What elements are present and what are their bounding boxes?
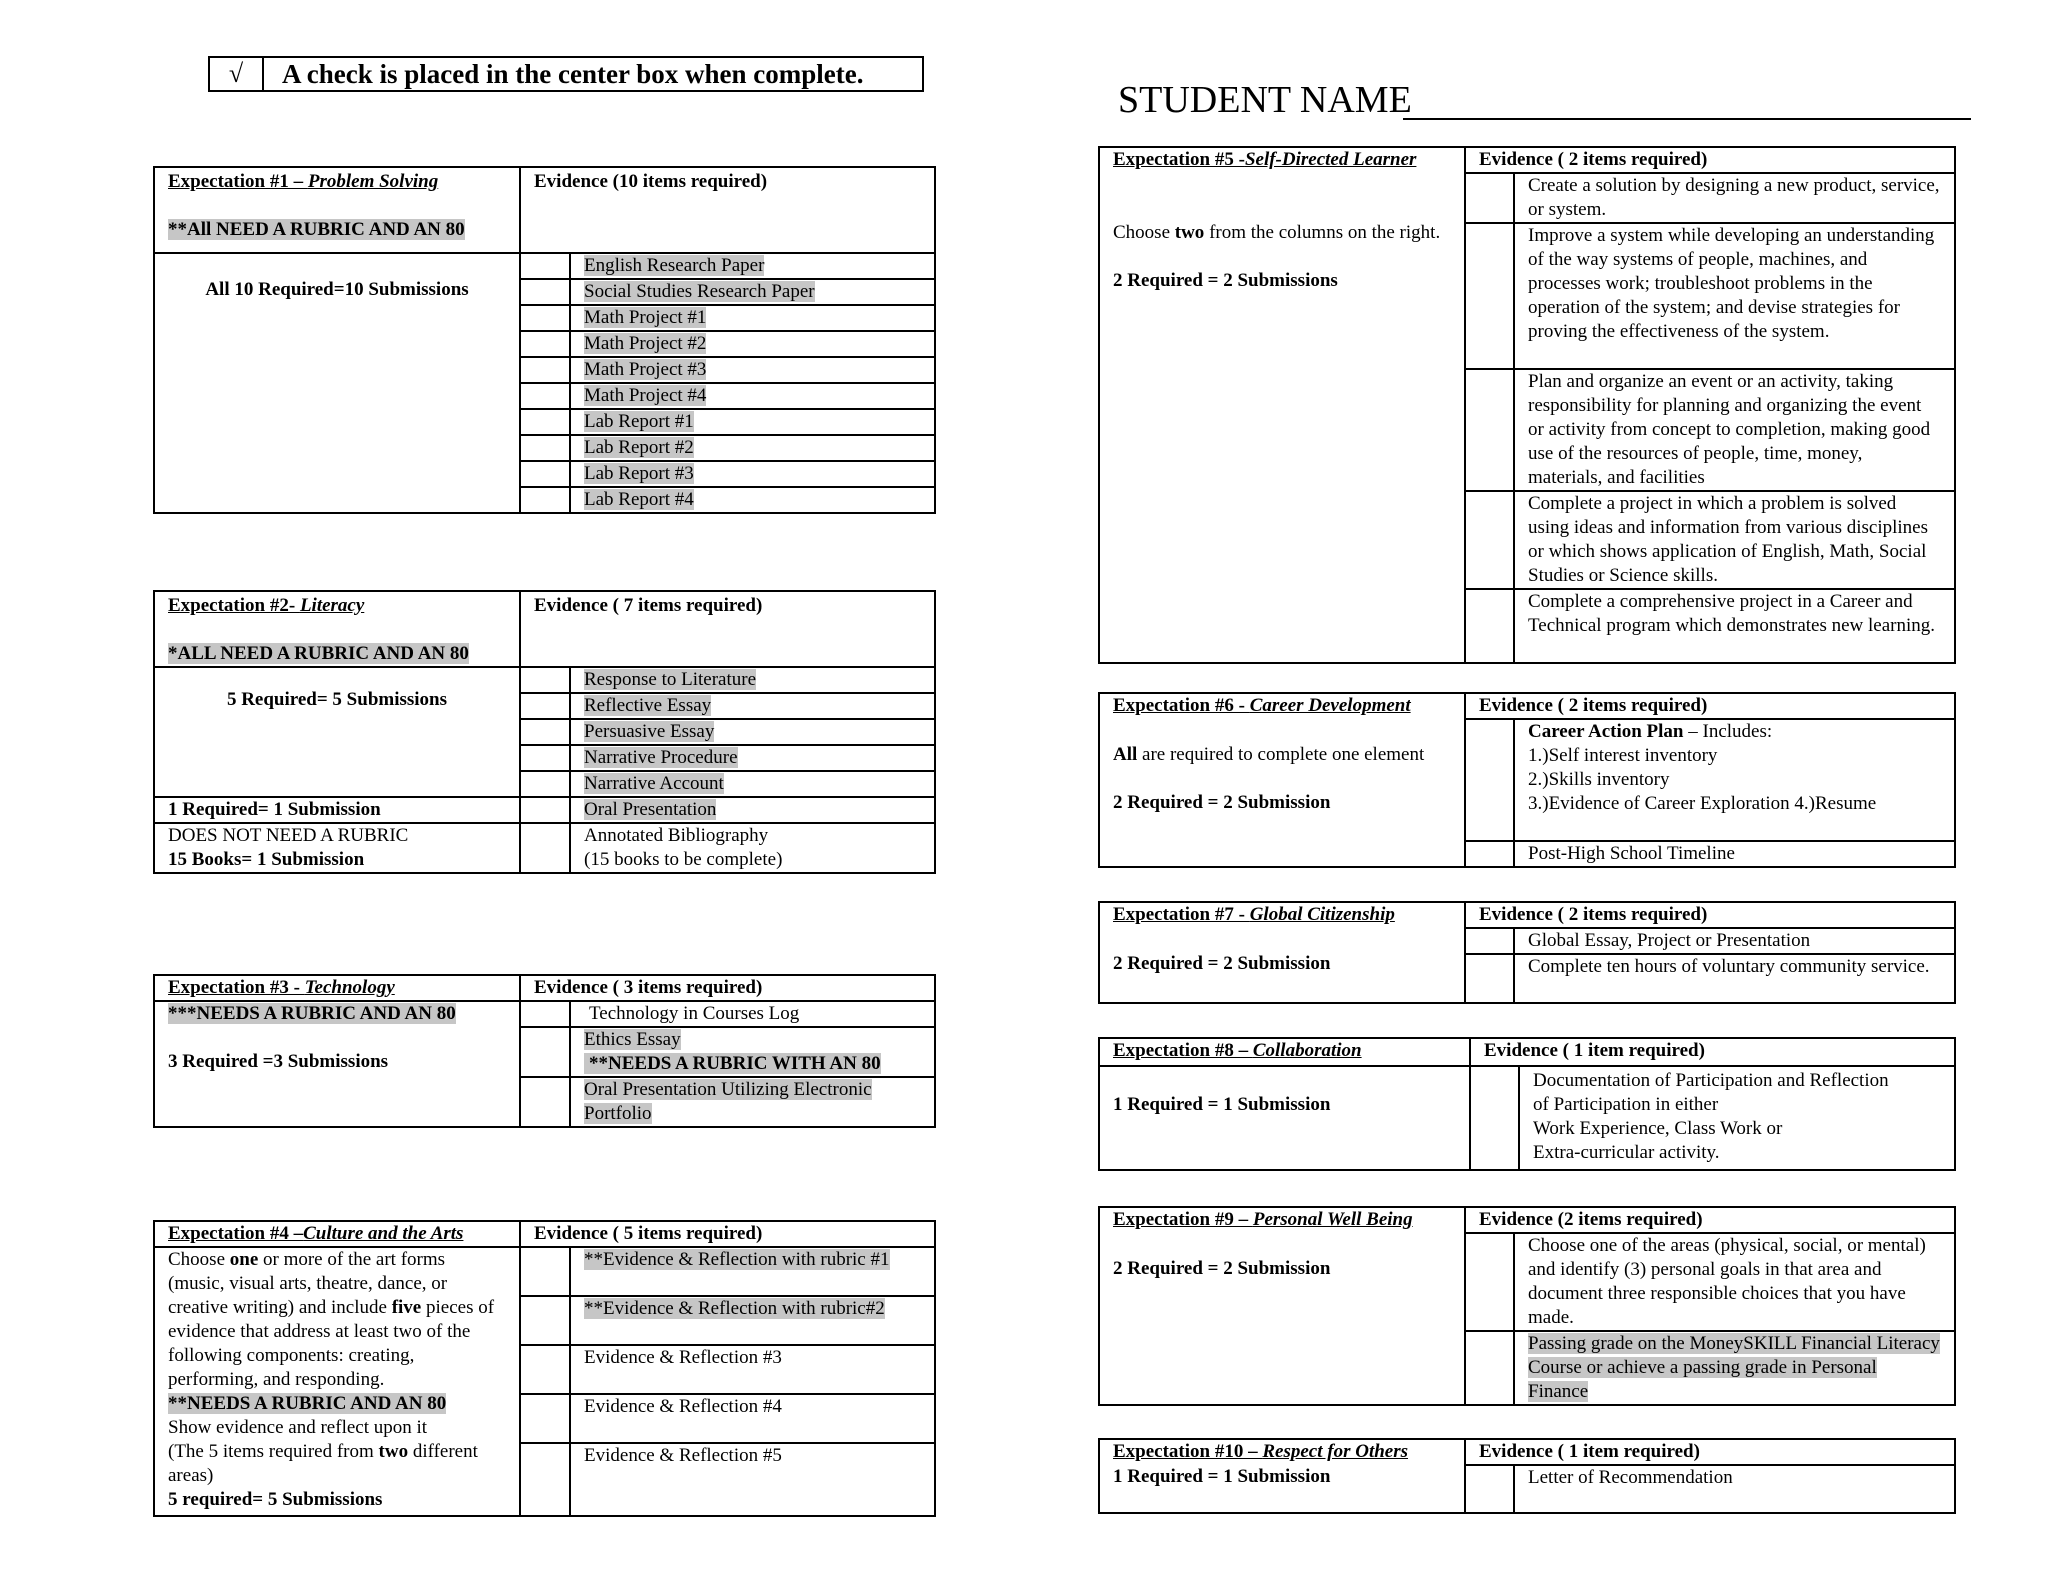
expectation-9-header xyxy=(1099,1207,1465,1233)
evidence-item: Plan and organize an event or an activity, taking responsibility for planning and organizing the event or activity from concept to completion, making good use of the resources of people, time, money, materials, and facilities xyxy=(1514,369,1955,491)
expectation-8-table xyxy=(1098,1037,1956,1171)
evidence-item: Math Project #4 xyxy=(570,383,935,409)
evidence-item: Technology in Courses Log xyxy=(570,1001,935,1027)
check-mark-icon: √ xyxy=(210,58,264,90)
checkbox[interactable] xyxy=(520,693,570,719)
evidence-header-cell xyxy=(1465,693,1955,719)
evidence-item: Documentation of Participation and Reflection of Participation in either Work Experience, Class Work or Extra-curricular activity. xyxy=(1519,1066,1955,1170)
checkbox[interactable] xyxy=(520,745,570,771)
evidence-header: Evidence ( 2 items required) xyxy=(1479,695,1708,716)
expectation-2-header xyxy=(154,591,520,667)
checkbox[interactable] xyxy=(520,1247,570,1296)
checkbox[interactable] xyxy=(1465,1465,1514,1513)
expectation-3-header xyxy=(154,975,520,1001)
evidence-item: Complete ten hours of voluntary community service. xyxy=(1514,954,1955,1003)
expectation-2-table xyxy=(153,590,936,874)
checkbox[interactable] xyxy=(1465,1233,1514,1331)
expectation-title: Respect for Others xyxy=(1262,1441,1409,1462)
evidence-header-cell xyxy=(520,591,935,667)
expectation-3-requirements xyxy=(154,1001,520,1127)
checkbox[interactable] xyxy=(520,823,570,873)
expectation-6-header xyxy=(1099,693,1465,719)
expectation-number: Expectation #9 – xyxy=(1113,1209,1253,1230)
rubric-note: ***NEEDS A RUBRIC AND AN 80 xyxy=(168,1003,456,1024)
evidence-item: Complete a comprehensive project in a Career and Technical program which demonstrates new learning. xyxy=(1514,589,1955,663)
oral-required-count: 1 Required= 1 Submission xyxy=(154,797,520,823)
evidence-header-cell xyxy=(1465,147,1955,173)
evidence-header: Evidence ( 5 items required) xyxy=(534,1223,763,1244)
evidence-item: Choose one of the areas (physical, social, or mental) and identify (3) personal goals in that area and document three responsible choices that you have made. xyxy=(1514,1233,1955,1331)
checkbox[interactable] xyxy=(520,1443,570,1516)
expectation-title: Career Development xyxy=(1249,695,1411,716)
evidence-item: Narrative Procedure xyxy=(570,745,935,771)
evidence-item: Passing grade on the MoneySKILL Financial Literacy Course or achieve a passing grade in Personal Finance xyxy=(1514,1331,1955,1405)
evidence-item: **Evidence & Reflection with rubric#2 xyxy=(570,1296,935,1345)
evidence-item: Oral Presentation Utilizing Electronic Portfolio xyxy=(570,1077,935,1127)
evidence-item: Letter of Recommendation xyxy=(1514,1465,1955,1513)
expectation-number: Expectation #2- xyxy=(168,595,300,616)
evidence-item: Complete a project in which a problem is solved using ideas and information from various disciplines or which shows application of English, Math, Social Studies or Science skills. xyxy=(1514,491,1955,589)
books-count: 15 Books= 1 Submission xyxy=(168,849,365,870)
checkbox[interactable] xyxy=(520,797,570,823)
no-rubric-note: DOES NOT NEED A RUBRIC xyxy=(168,825,409,846)
expectation-4-description: Choose one or more of the art forms (music, visual arts, theatre, dance, or creative writing) and include five pieces of evidence that address at least two of the following components: creating, performing, and responding. **NEEDS A RUBRIC AND AN 80 Show evidence and reflect upon it (The 5 items required from two different areas) 5 required= 5 Submissions xyxy=(154,1247,520,1516)
rubric-note: **NEEDS A RUBRIC AND AN 80 xyxy=(168,1393,447,1414)
evidence-item: Create a solution by designing a new product, service, or system. xyxy=(1514,173,1955,223)
checkbox[interactable] xyxy=(520,331,570,357)
checkbox[interactable] xyxy=(520,253,570,279)
checkbox[interactable] xyxy=(1465,719,1514,841)
evidence-item: Math Project #3 xyxy=(570,357,935,383)
required-count: 2 Required = 2 Submissions xyxy=(1113,270,1338,291)
evidence-item: Reflective Essay xyxy=(570,693,935,719)
expectation-4-table xyxy=(153,1220,936,1517)
required-count: 2 Required = 2 Submission xyxy=(1099,1233,1465,1405)
evidence-header: Evidence ( 1 item required) xyxy=(1484,1040,1705,1061)
rubric-note: *ALL NEED A RUBRIC AND AN 80 xyxy=(168,643,469,664)
evidence-item: Post-High School Timeline xyxy=(1514,841,1955,867)
checkbox[interactable] xyxy=(1470,1066,1519,1170)
checkbox[interactable] xyxy=(520,409,570,435)
checkbox[interactable] xyxy=(520,461,570,487)
checkbox[interactable] xyxy=(1465,369,1514,491)
expectation-number: Expectation #4 – xyxy=(168,1223,304,1244)
expectation-number: Expectation #3 - xyxy=(168,977,305,998)
checkbox[interactable] xyxy=(1465,1331,1514,1405)
checkbox[interactable] xyxy=(520,1077,570,1127)
rubric-note: **All NEED A RUBRIC AND AN 80 xyxy=(168,219,465,240)
completion-note-text: A check is placed in the center box when complete. xyxy=(282,58,864,89)
checkbox[interactable] xyxy=(520,357,570,383)
evidence-item: **Evidence & Reflection with rubric #1 xyxy=(570,1247,935,1296)
evidence-item: Lab Report #4 xyxy=(570,487,935,513)
evidence-header: Evidence ( 7 items required) xyxy=(534,595,763,616)
evidence-header: Evidence ( 3 items required) xyxy=(534,977,763,998)
expectation-7-table xyxy=(1098,901,1956,1004)
expectation-9-table xyxy=(1098,1206,1956,1406)
evidence-header-cell xyxy=(1465,1439,1955,1465)
evidence-item: Lab Report #1 xyxy=(570,409,935,435)
expectation-10-header xyxy=(1099,1439,1465,1465)
expectation-6-table xyxy=(1098,692,1956,868)
expectation-number: Expectation #8 – xyxy=(1113,1040,1253,1061)
expectation-5-table xyxy=(1098,146,1956,664)
evidence-item: Ethics Essay **NEEDS A RUBRIC WITH AN 80 xyxy=(570,1027,935,1077)
evidence-header-cell xyxy=(1465,1207,1955,1233)
bibliography-requirement xyxy=(154,823,520,873)
checkbox[interactable] xyxy=(1465,954,1514,1003)
checkbox[interactable] xyxy=(1465,589,1514,663)
evidence-item: Lab Report #2 xyxy=(570,435,935,461)
expectation-number: Expectation #7 - xyxy=(1113,904,1250,925)
expectation-8-header xyxy=(1099,1038,1470,1066)
expectation-7-header xyxy=(1099,902,1465,928)
expectation-title: Personal Well Being xyxy=(1252,1209,1413,1230)
checkbox[interactable] xyxy=(520,1345,570,1394)
checkbox[interactable] xyxy=(520,719,570,745)
evidence-item: Evidence & Reflection #4 xyxy=(570,1394,935,1443)
expectation-number: Expectation #1 – xyxy=(168,171,308,192)
expectation-5-description: Choose two from the columns on the right. 2 Required = 2 Submissions xyxy=(1099,173,1465,663)
evidence-item: Evidence & Reflection #3 xyxy=(570,1345,935,1394)
evidence-header-cell xyxy=(520,1221,935,1247)
expectation-title: Global Citizenship xyxy=(1249,904,1395,925)
evidence-item: Math Project #1 xyxy=(570,305,935,331)
expectation-number: Expectation #10 – xyxy=(1113,1441,1263,1462)
evidence-item: Career Action Plan – Includes: 1.)Self interest inventory 2.)Skills inventory 3.)Evidence of Career Exploration 4.)Resume xyxy=(1514,719,1955,841)
evidence-header-cell xyxy=(520,975,935,1001)
evidence-item: Social Studies Research Paper xyxy=(570,279,935,305)
required-count: 1 Required = 1 Submission xyxy=(1099,1465,1465,1513)
required-count: All 10 Required=10 Submissions xyxy=(154,253,520,513)
expectation-3-table xyxy=(153,974,936,1128)
evidence-item: Improve a system while developing an understanding of the way systems of people, machines, and processes work; troubleshoot problems in the operation of the system; and devise strategies for proving the effectiveness of the system. xyxy=(1514,223,1955,369)
checkbox[interactable] xyxy=(520,1296,570,1345)
required-count: 2 Required = 2 Submission xyxy=(1113,792,1331,813)
expectation-title: Self-Directed Learner xyxy=(1244,149,1417,170)
student-name-label: STUDENT NAME xyxy=(1118,79,1412,121)
checkbox[interactable] xyxy=(1465,223,1514,369)
student-name-line[interactable] xyxy=(1403,118,1971,120)
expectation-number: Expectation #6 - xyxy=(1113,695,1250,716)
expectation-1-header xyxy=(154,167,520,253)
evidence-header: Evidence ( 2 items required) xyxy=(1479,149,1708,170)
evidence-header: Evidence ( 1 item required) xyxy=(1479,1441,1700,1462)
checkbox[interactable] xyxy=(520,1001,570,1027)
expectation-5-header xyxy=(1099,147,1465,173)
checkbox[interactable] xyxy=(1465,841,1514,867)
checkbox[interactable] xyxy=(1465,928,1514,954)
evidence-header-cell xyxy=(1470,1038,1955,1066)
expectation-10-table xyxy=(1098,1438,1956,1514)
expectation-title: Culture and the Arts xyxy=(303,1223,464,1244)
evidence-item: Lab Report #3 xyxy=(570,461,935,487)
evidence-header: Evidence ( 2 items required) xyxy=(1479,904,1708,925)
evidence-item: Persuasive Essay xyxy=(570,719,935,745)
evidence-header-cell xyxy=(520,167,935,253)
expectation-title: Collaboration xyxy=(1252,1040,1362,1061)
required-count: 5 required= 5 Submissions xyxy=(168,1489,383,1510)
expectation-4-header xyxy=(154,1221,520,1247)
evidence-item: Narrative Account xyxy=(570,771,935,797)
evidence-item: Annotated Bibliography (15 books to be complete) xyxy=(570,823,935,873)
checkbox[interactable] xyxy=(520,305,570,331)
checkbox[interactable] xyxy=(520,1394,570,1443)
evidence-item: Evidence & Reflection #5 xyxy=(570,1443,935,1516)
checkbox[interactable] xyxy=(520,383,570,409)
evidence-header-cell xyxy=(1465,902,1955,928)
expectation-title: Technology xyxy=(304,977,395,998)
evidence-header: Evidence (10 items required) xyxy=(534,171,768,192)
expectation-title: Problem Solving xyxy=(307,171,439,192)
completion-note xyxy=(208,56,924,92)
required-count: 2 Required = 2 Submission xyxy=(1099,928,1465,1003)
evidence-item: Oral Presentation xyxy=(570,797,935,823)
evidence-item: Response to Literature xyxy=(570,667,935,693)
required-count: 5 Required= 5 Submissions xyxy=(154,667,520,797)
checkbox[interactable] xyxy=(520,279,570,305)
required-count: 1 Required = 1 Submission xyxy=(1099,1066,1470,1170)
checkbox[interactable] xyxy=(1465,491,1514,589)
expectation-1-table xyxy=(153,166,936,514)
evidence-header: Evidence (2 items required) xyxy=(1479,1209,1703,1230)
required-count: 3 Required =3 Submissions xyxy=(168,1051,389,1072)
checkbox[interactable] xyxy=(520,1027,570,1077)
expectation-6-description: All are required to complete one element 2 Required = 2 Submission xyxy=(1099,719,1465,867)
checkbox[interactable] xyxy=(520,487,570,513)
evidence-item: English Research Paper xyxy=(570,253,935,279)
checkbox[interactable] xyxy=(520,667,570,693)
evidence-item: Global Essay, Project or Presentation xyxy=(1514,928,1955,954)
expectation-title: Literacy xyxy=(299,595,365,616)
checkbox[interactable] xyxy=(520,435,570,461)
evidence-item: Math Project #2 xyxy=(570,331,935,357)
expectation-number: Expectation #5 - xyxy=(1113,149,1245,170)
checkbox[interactable] xyxy=(1465,173,1514,223)
checkbox[interactable] xyxy=(520,771,570,797)
